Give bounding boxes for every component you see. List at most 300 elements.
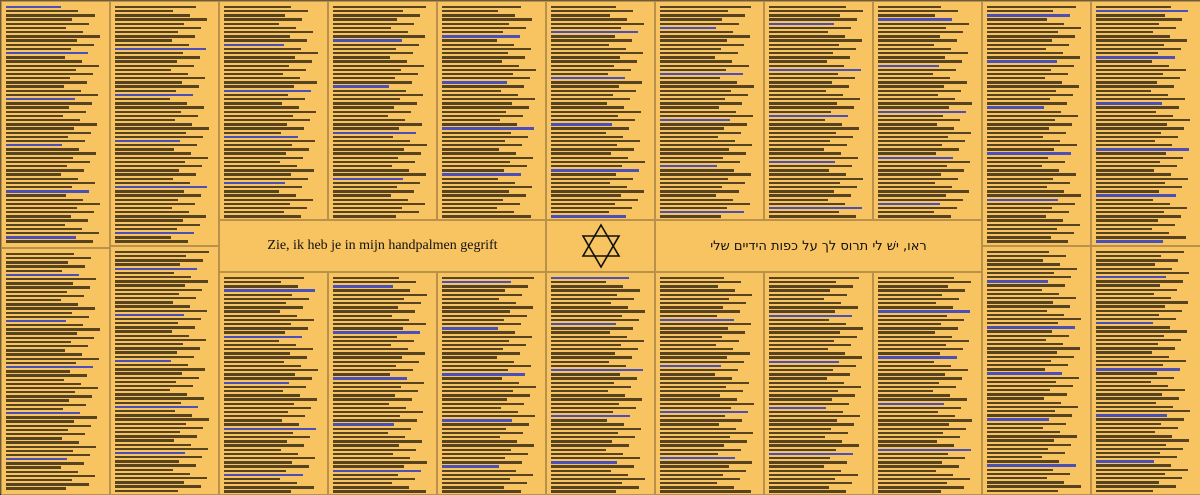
name-text-mark [442, 390, 513, 392]
name-text-mark [6, 404, 86, 406]
name-text-mark [1096, 356, 1169, 358]
name-text-mark [115, 335, 189, 337]
name-line [333, 13, 433, 17]
name-text-mark [333, 111, 411, 113]
name-text-mark [224, 428, 316, 430]
name-text-mark [987, 293, 1059, 295]
name-text-mark [1096, 477, 1182, 479]
name-text-mark [224, 178, 308, 180]
name-text-mark [224, 440, 287, 442]
name-text-mark [769, 73, 838, 75]
name-text-mark [878, 340, 969, 342]
name-text-mark [1096, 372, 1157, 374]
name-line [551, 490, 651, 494]
name-text-mark [878, 39, 957, 41]
name-text-mark [1096, 255, 1161, 257]
name-text-mark [878, 277, 954, 279]
name-text-mark [987, 6, 1076, 8]
name-text-mark [660, 323, 751, 325]
name-text-mark [115, 427, 203, 429]
name-text-mark [442, 369, 508, 371]
name-text-mark [442, 403, 524, 405]
name-line [1096, 126, 1197, 130]
name-text-mark [442, 136, 528, 138]
name-text-mark [442, 310, 510, 312]
name-text-mark [769, 348, 828, 350]
name-list [874, 273, 981, 494]
name-line [224, 397, 324, 401]
name-text-mark [878, 382, 939, 384]
name-text-mark [660, 6, 751, 8]
name-text-mark [987, 148, 1054, 150]
name-text-mark [333, 31, 408, 33]
name-text-mark [115, 377, 199, 379]
name-text-mark [551, 73, 608, 75]
name-text-mark [115, 297, 196, 299]
name-text-mark [769, 323, 846, 325]
name-text-mark [333, 331, 420, 333]
name-text-mark [987, 322, 1058, 324]
name-text-mark [769, 203, 845, 205]
name-text-mark [660, 69, 726, 71]
name-text-mark [551, 144, 617, 146]
name-text-mark [6, 358, 99, 360]
name-text-mark [551, 211, 609, 213]
name-text-mark [551, 478, 645, 480]
name-text-mark [442, 144, 522, 146]
name-text-mark [115, 410, 175, 412]
name-text-mark [1096, 343, 1158, 345]
name-text-mark [878, 294, 942, 296]
name-text-mark [987, 289, 1042, 291]
name-text-mark [551, 14, 610, 16]
name-text-mark [333, 144, 427, 146]
name-text-mark [987, 418, 1049, 420]
name-text-mark [224, 285, 298, 287]
name-text-mark [115, 330, 172, 332]
name-text-mark [115, 444, 191, 446]
name-text-mark [878, 482, 947, 484]
name-text-mark [878, 386, 956, 388]
name-line [115, 279, 215, 283]
name-text-mark [115, 169, 179, 171]
name-list [765, 273, 872, 494]
name-text-mark [987, 444, 1071, 446]
name-text-mark [660, 56, 715, 58]
name-text-mark [224, 390, 283, 392]
name-text-mark [6, 194, 66, 196]
name-text-mark [551, 373, 620, 375]
name-text-mark [878, 390, 933, 392]
name-text-mark [660, 352, 750, 354]
name-text-mark [442, 470, 516, 472]
name-text-mark [769, 81, 832, 83]
name-text-mark [6, 23, 89, 25]
name-text-mark [769, 56, 850, 58]
name-text-mark [115, 52, 183, 54]
name-text-mark [1096, 251, 1184, 253]
name-text-mark [224, 173, 291, 175]
name-text-mark [442, 31, 503, 33]
name-text-mark [333, 277, 399, 279]
name-text-mark [6, 152, 96, 154]
name-text-mark [115, 236, 171, 238]
name-text-mark [660, 98, 725, 100]
name-text-mark [769, 27, 851, 29]
name-text-mark [333, 190, 414, 192]
name-text-mark [987, 485, 1081, 487]
name-text-mark [878, 77, 950, 79]
name-text-mark [1096, 389, 1185, 391]
name-panel [1, 1, 110, 248]
name-text-mark [769, 289, 830, 291]
name-text-mark [987, 439, 1054, 441]
name-text-mark [115, 102, 187, 104]
name-text-mark [333, 315, 392, 317]
name-text-mark [333, 356, 402, 358]
name-text-mark [878, 152, 936, 154]
name-text-mark [1096, 263, 1155, 265]
name-line [224, 80, 324, 84]
name-text-mark [551, 190, 644, 192]
name-text-mark [333, 482, 392, 484]
name-text-mark [660, 444, 724, 446]
name-text-mark [224, 369, 318, 371]
name-text-mark [987, 94, 1073, 96]
name-text-mark [333, 407, 406, 409]
name-text-mark [769, 474, 858, 476]
name-text-mark [442, 190, 509, 192]
name-text-mark [333, 14, 420, 16]
name-text-mark [878, 111, 966, 113]
name-text-mark [551, 27, 621, 29]
name-text-mark [769, 403, 849, 405]
name-text-mark [1096, 335, 1164, 337]
name-text-mark [878, 344, 946, 346]
name-text-mark [442, 449, 511, 451]
name-text-mark [769, 69, 861, 71]
name-line [115, 240, 215, 244]
name-text-mark [878, 298, 959, 300]
name-text-mark [878, 440, 937, 442]
name-text-mark [987, 435, 1077, 437]
name-text-mark [115, 368, 205, 370]
name-text-mark [769, 161, 835, 163]
name-text-mark [660, 173, 751, 175]
name-text-mark [660, 298, 729, 300]
name-text-mark [333, 161, 415, 163]
name-text-mark [878, 35, 940, 37]
name-text-mark [987, 52, 1063, 54]
name-text-mark [551, 453, 623, 455]
name-text-mark [224, 398, 317, 400]
name-text-mark [442, 453, 528, 455]
name-text-mark [878, 10, 958, 12]
name-text-mark [1096, 106, 1179, 108]
name-text-mark [224, 27, 296, 29]
name-text-mark [442, 98, 535, 100]
name-text-mark [442, 115, 523, 117]
name-text-mark [660, 111, 736, 113]
name-line [6, 327, 106, 331]
name-text-mark [987, 31, 1058, 33]
name-list [438, 2, 545, 219]
name-text-mark [224, 423, 299, 425]
name-text-mark [551, 407, 636, 409]
name-text-mark [6, 190, 89, 192]
name-text-mark [1096, 27, 1176, 29]
name-text-mark [6, 115, 63, 117]
name-text-mark [333, 178, 403, 180]
name-text-mark [551, 474, 628, 476]
name-text-mark [987, 56, 1080, 58]
name-text-mark [1096, 385, 1168, 387]
name-text-mark [1096, 211, 1164, 213]
name-text-mark [551, 35, 615, 37]
name-text-mark [551, 331, 610, 333]
name-text-mark [878, 186, 952, 188]
name-list [874, 2, 981, 219]
name-text-mark [551, 194, 621, 196]
name-text-mark [224, 340, 279, 342]
name-text-mark [878, 444, 954, 446]
name-text-mark [551, 152, 611, 154]
name-text-mark [224, 394, 300, 396]
name-panel [982, 1, 1091, 246]
name-text-mark [1096, 284, 1160, 286]
name-text-mark [987, 473, 1070, 475]
name-list [2, 2, 109, 244]
name-text-mark [1096, 157, 1183, 159]
name-text-mark [769, 211, 839, 213]
name-text-mark [1096, 481, 1159, 483]
name-text-mark [442, 69, 536, 71]
name-text-mark [6, 224, 65, 226]
name-text-mark [987, 73, 1068, 75]
name-text-mark [224, 199, 313, 201]
name-text-mark [551, 31, 638, 33]
name-text-mark [660, 340, 739, 342]
name-text-mark [115, 326, 195, 328]
name-text-mark [1096, 397, 1179, 399]
name-text-mark [333, 390, 418, 392]
name-text-mark [660, 398, 737, 400]
name-text-mark [987, 356, 1074, 358]
name-text-mark [551, 98, 630, 100]
name-text-mark [6, 90, 81, 92]
name-text-mark [115, 56, 200, 58]
name-text-mark [878, 6, 941, 8]
name-text-mark [660, 289, 735, 291]
name-text-mark [6, 270, 62, 272]
name-text-mark [769, 157, 858, 159]
name-text-mark [987, 456, 1042, 458]
name-text-mark [224, 356, 307, 358]
name-text-mark [1096, 73, 1163, 75]
name-text-mark [769, 331, 840, 333]
name-text-mark [1096, 460, 1154, 462]
name-text-mark [987, 18, 1047, 20]
name-text-mark [1096, 339, 1181, 341]
name-text-mark [333, 173, 426, 175]
name-text-mark [551, 398, 642, 400]
name-text-mark [551, 369, 643, 371]
name-text-mark [6, 353, 82, 355]
name-text-mark [551, 377, 637, 379]
name-text-mark [333, 394, 395, 396]
name-text-mark [660, 331, 745, 333]
name-text-mark [115, 69, 171, 71]
name-text-mark [1096, 381, 1151, 383]
name-text-mark [115, 339, 206, 341]
name-text-mark [1096, 410, 1190, 412]
name-text-mark [333, 444, 399, 446]
name-text-mark [878, 98, 955, 100]
name-text-mark [224, 23, 279, 25]
name-line [224, 485, 324, 489]
name-text-mark [333, 56, 390, 58]
name-text-mark [333, 294, 427, 296]
name-text-mark [660, 186, 722, 188]
name-list [765, 2, 872, 219]
name-line [551, 214, 651, 218]
name-line [115, 258, 215, 262]
name-text-mark [6, 18, 72, 20]
name-text-mark [660, 106, 719, 108]
name-text-mark [115, 485, 201, 487]
name-text-mark [1096, 364, 1163, 366]
name-text-mark [878, 65, 939, 67]
name-text-mark [987, 106, 1044, 108]
name-line [551, 80, 651, 84]
name-text-mark [551, 440, 612, 442]
name-text-mark [224, 348, 313, 350]
name-text-mark [1096, 326, 1170, 328]
name-text-mark [769, 285, 853, 287]
name-text-mark [6, 186, 72, 188]
name-text-mark [224, 182, 285, 184]
name-text-mark [115, 203, 195, 205]
name-text-mark [115, 219, 183, 221]
name-text-mark [660, 102, 742, 104]
name-text-mark [115, 173, 196, 175]
name-text-mark [442, 440, 517, 442]
name-text-mark [224, 106, 299, 108]
name-text-mark [769, 111, 831, 113]
name-text-mark [333, 215, 396, 217]
name-text-mark [769, 444, 859, 446]
name-text-mark [551, 319, 639, 321]
name-text-mark [224, 165, 297, 167]
name-text-mark [333, 77, 395, 79]
name-text-mark [769, 352, 845, 354]
name-text-mark [987, 140, 1060, 142]
name-text-mark [333, 115, 388, 117]
name-text-mark [224, 490, 291, 492]
name-text-mark [878, 140, 965, 142]
name-text-mark [987, 90, 1056, 92]
name-text-mark [987, 69, 1051, 71]
name-text-mark [442, 415, 535, 417]
name-text-mark [660, 27, 716, 29]
name-text-mark [115, 456, 202, 458]
name-text-mark [6, 98, 75, 100]
name-text-mark [660, 390, 743, 392]
name-text-mark [6, 140, 85, 142]
name-text-mark [878, 94, 938, 96]
name-text-mark [442, 482, 527, 484]
name-list [1092, 247, 1200, 493]
name-text-mark [878, 323, 941, 325]
name-text-mark [6, 433, 85, 435]
name-text-mark [6, 291, 67, 293]
name-text-mark [442, 478, 510, 480]
name-text-mark [878, 157, 953, 159]
name-text-mark [224, 90, 311, 92]
name-text-mark [769, 52, 833, 54]
name-text-mark [769, 178, 863, 180]
name-text-mark [115, 190, 184, 192]
name-text-mark [224, 56, 295, 58]
name-text-mark [442, 386, 536, 388]
name-line [442, 214, 542, 218]
name-text-mark [660, 361, 744, 363]
name-list [111, 2, 218, 244]
name-text-mark [1096, 119, 1190, 121]
name-text-mark [6, 6, 61, 8]
name-text-mark [987, 27, 1081, 29]
name-text-mark [442, 423, 529, 425]
name-line [878, 80, 978, 84]
name-text-mark [769, 336, 857, 338]
name-text-mark [442, 365, 531, 367]
name-text-mark [115, 111, 181, 113]
name-text-mark [442, 152, 516, 154]
name-text-mark [878, 203, 940, 205]
name-text-mark [6, 52, 88, 54]
name-text-mark [224, 310, 280, 312]
name-text-mark [6, 412, 80, 414]
name-text-mark [551, 186, 627, 188]
name-text-mark [115, 144, 197, 146]
name-text-mark [115, 23, 184, 25]
name-text-mark [987, 280, 1048, 282]
name-text-mark [333, 423, 394, 425]
name-text-mark [6, 77, 70, 79]
name-text-mark [987, 157, 1048, 159]
name-text-mark [6, 324, 83, 326]
name-text-mark [769, 123, 842, 125]
name-text-mark [6, 399, 69, 401]
name-text-mark [442, 461, 522, 463]
name-line [551, 485, 651, 489]
name-text-mark [987, 397, 1044, 399]
name-text-mark [115, 157, 208, 159]
name-text-mark [6, 228, 82, 230]
name-text-mark [660, 440, 747, 442]
name-text-mark [878, 348, 963, 350]
name-text-mark [769, 394, 855, 396]
name-text-mark [987, 236, 1051, 238]
name-text-mark [442, 35, 520, 37]
name-text-mark [987, 119, 1055, 121]
name-text-mark [660, 277, 724, 279]
name-text-mark [660, 310, 740, 312]
name-text-mark [551, 132, 606, 134]
name-line [551, 397, 651, 401]
name-line [442, 126, 542, 130]
name-text-mark [769, 398, 832, 400]
